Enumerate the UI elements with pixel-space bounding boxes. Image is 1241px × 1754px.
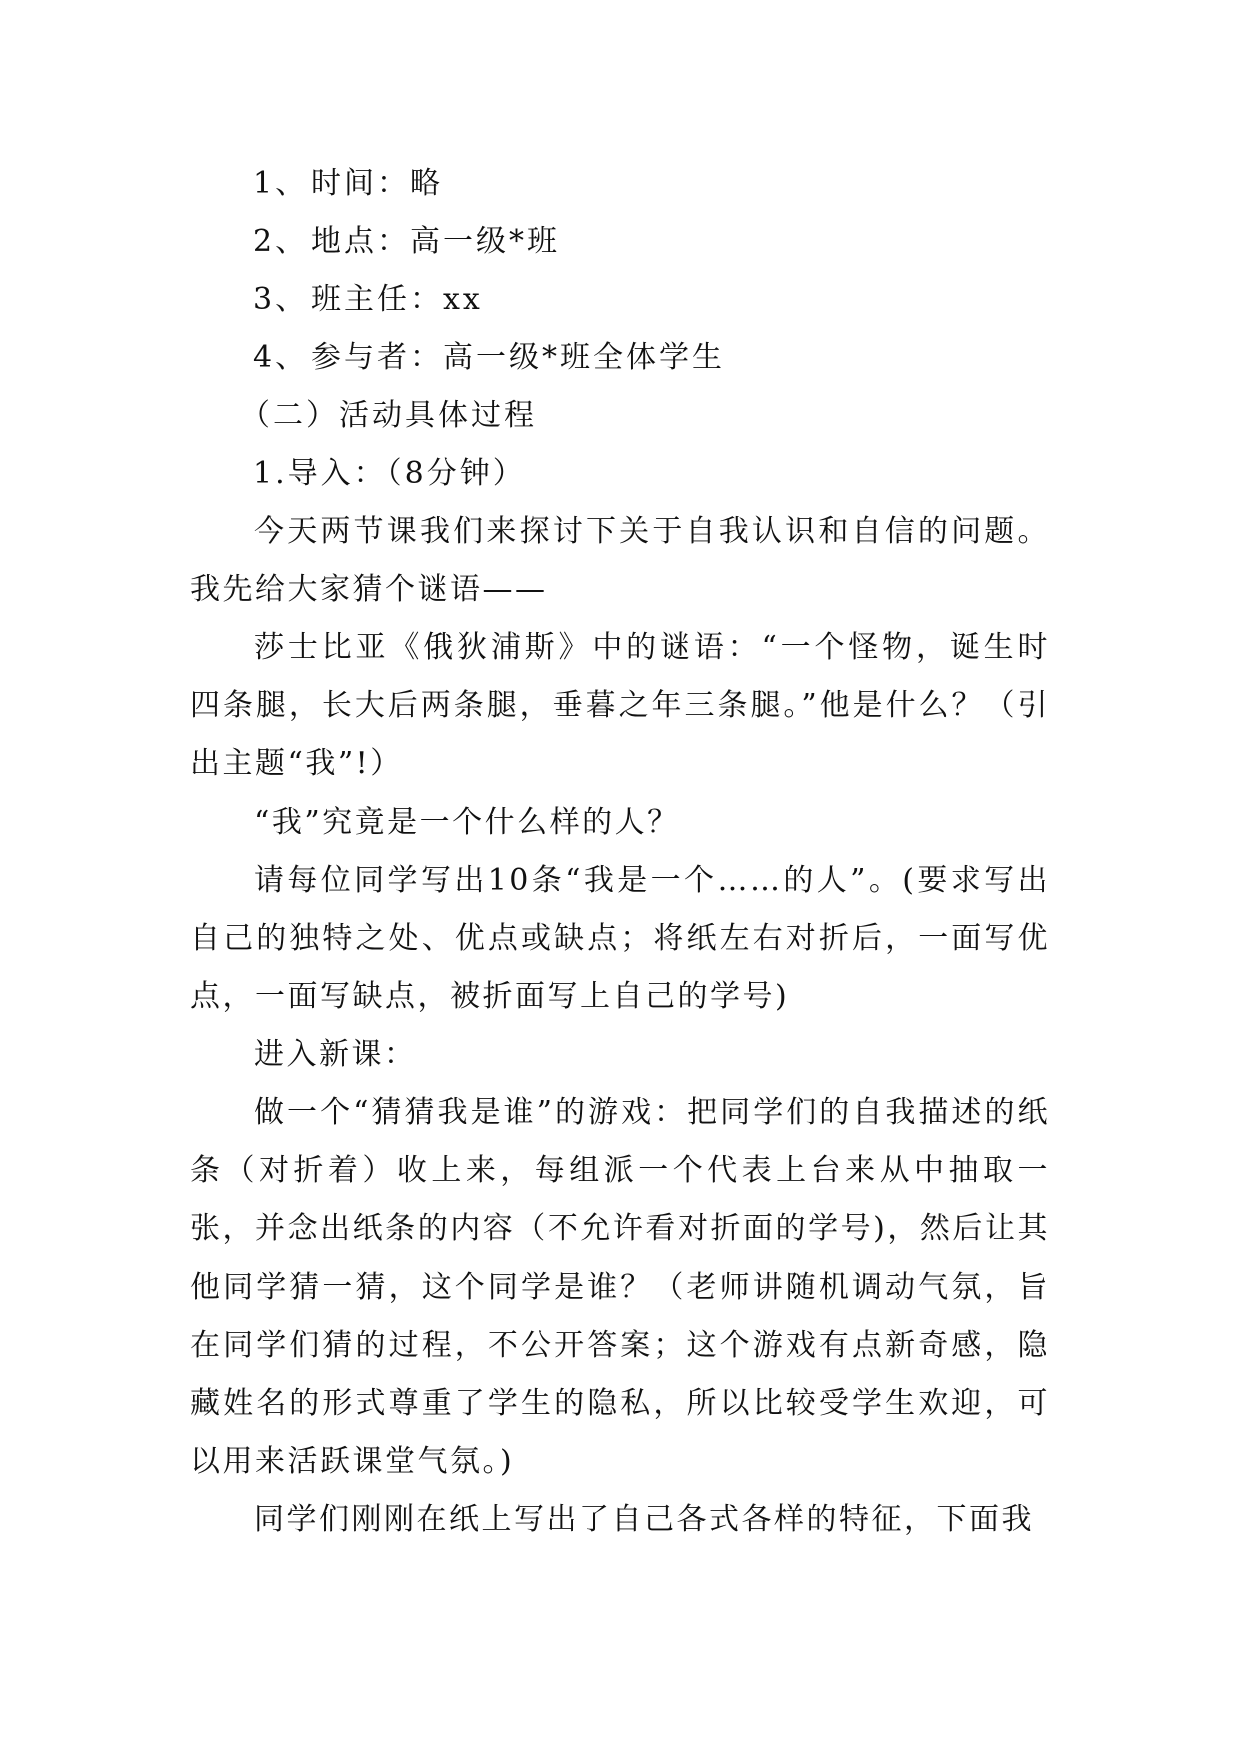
list-text: 班主任：xx: [311, 282, 483, 317]
paragraph-riddle: 莎士比亚《俄狄浦斯》中的谜语：“一个怪物，诞生时四条腿，长大后两条腿，垂暮之年三条腿。”他是什么？（引出主题“我”!）: [190, 630, 1050, 782]
list-number: 2、: [253, 224, 309, 259]
section-heading: （二）活动具体过程: [240, 398, 537, 433]
subheading-intro: 1.导入：（8分钟）: [253, 456, 526, 491]
list-number: 4、: [253, 340, 309, 375]
paragraph-task: 请每位同学写出10条“我是一个……的人”。(要求写出自己的独特之处、优点或缺点；将纸左右对折后，一面写优点，一面写缺点，被折面写上自己的学号): [190, 863, 1050, 1015]
list-number: 3、: [253, 282, 309, 317]
list-item-teacher: [253, 280, 483, 320]
paragraph-intro: 今天两节课我们来探讨下关于自我认识和自信的问题。我先给大家猜个谜语——: [190, 514, 1050, 608]
list-item-time: [253, 164, 443, 204]
list-text: 时间：略: [311, 166, 443, 201]
paragraph-question: “我”究竟是一个什么样的人？: [254, 805, 680, 840]
paragraph-new-lesson: 进入新课：: [254, 1037, 417, 1072]
paragraph-game: 做一个“猜猜我是谁”的游戏：把同学们的自我描述的纸条（对折着）收上来，每组派一个代表上台来从中抽取一张，并念出纸条的内容（不允许看对折面的学号)，然后让其他同学猜一猜，这个同学是谁？（老师讲随机调动气氛，旨在同学们猜的过程，不公开答案；这个游戏有点新奇感，隐藏姓名的形式尊重了学生的隐私，所以比较受学生欢迎，可以用来活跃课堂气氛。): [190, 1095, 1050, 1480]
paragraph-closing: 同学们刚刚在纸上写出了自己各式各样的特征，下面我: [254, 1502, 1034, 1537]
list-text: 地点：高一级*班: [311, 224, 560, 259]
list-item-participants: [253, 338, 725, 378]
list-number: 1、: [253, 166, 309, 201]
list-item-location: [253, 222, 560, 262]
list-text: 参与者：高一级*班全体学生: [311, 340, 725, 375]
